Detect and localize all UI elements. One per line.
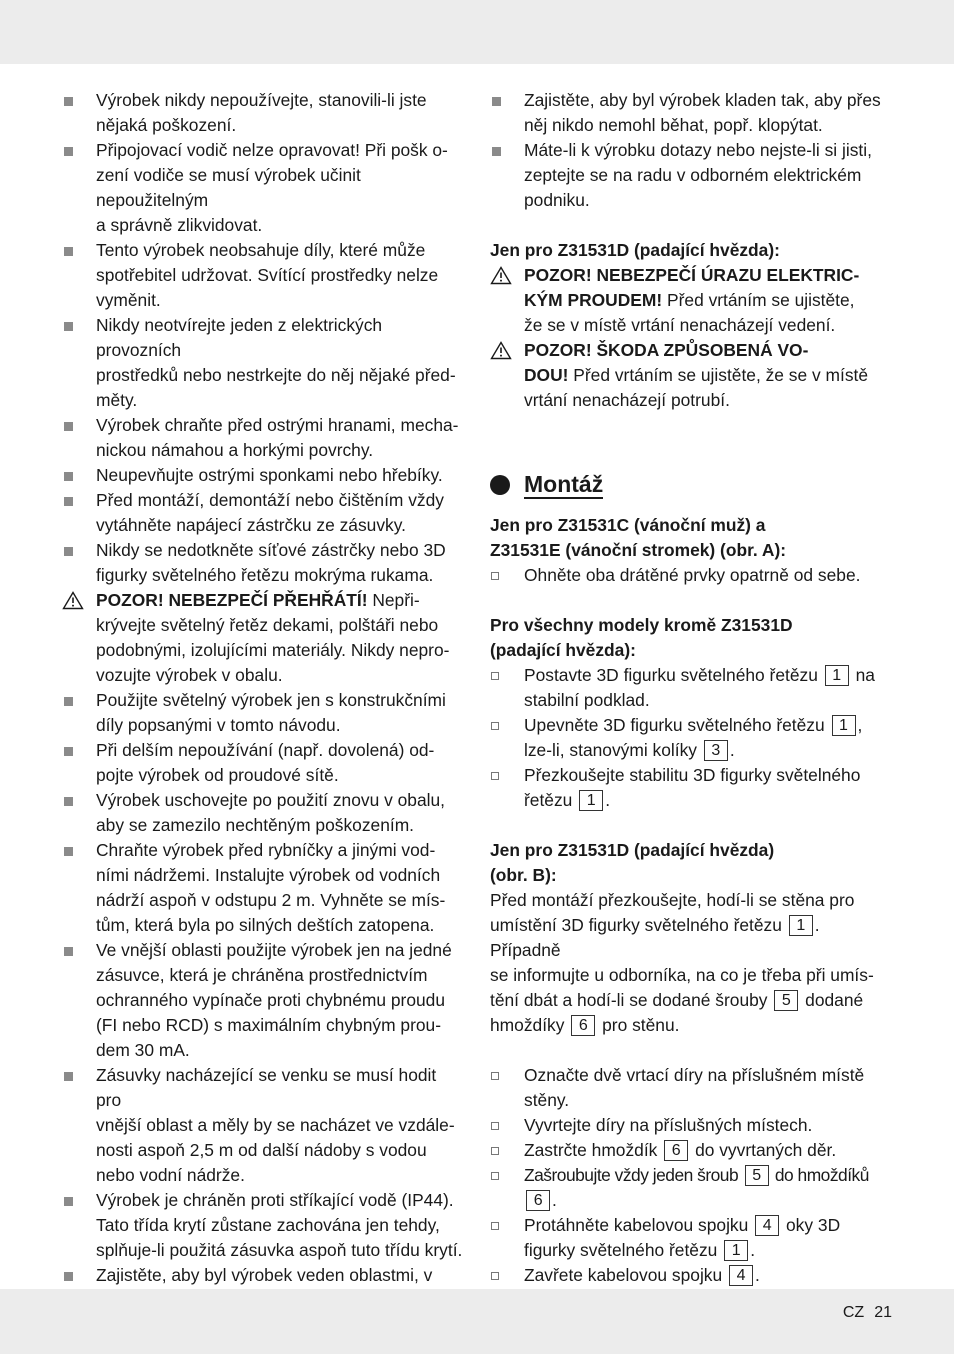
list-item: Připojovací vodič nelze opravovat! Při pošk o- zení vodiče se musí výrobek učinit nepoužitelným a správně zlikvidovat.: [62, 138, 464, 238]
part-ref-5: 5: [745, 1165, 769, 1186]
list-item: Při delším nepoužívání (např. dovolená) od- pojte výrobek od proudové sítě.: [62, 738, 464, 788]
checkbox-icon: [490, 763, 514, 788]
bullet-square-icon: [62, 488, 86, 513]
part-ref-1: 1: [789, 915, 813, 936]
part-ref-1: 1: [579, 790, 603, 811]
part-ref-5: 5: [774, 990, 798, 1011]
checkbox-icon: [490, 563, 514, 588]
section-title-montaz: Montáž: [490, 469, 892, 499]
warning-triangle-icon: [62, 588, 86, 613]
group-b-heading: Pro všechny modely kromě Z31531D (padající hvězda):: [490, 615, 793, 660]
warning-electric-shock: POZOR! NEBEZPEČÍ ÚRAZU ELEKTRIC- KÝM PROUDEM! Před vrtáním se ujistěte, že se v místě vrtání nenacházejí vedení.: [490, 263, 892, 338]
list-item: Nikdy neotvírejte jeden z elektrických provozních prostředků nebo nestrkejte do něj nějaké před- měty.: [62, 313, 464, 413]
part-ref-6: 6: [526, 1190, 550, 1211]
z31531d-heading: Jen pro Z31531D (padající hvězda):: [490, 240, 780, 260]
step-item: Zašroubujte vždy jeden šroub 5 do hmoždíků 6 .: [490, 1163, 892, 1213]
checkbox-icon: [490, 1138, 514, 1163]
warning-triangle-icon: [490, 263, 514, 288]
bullet-square-icon: [62, 238, 86, 263]
bullet-square-icon: [62, 788, 86, 813]
list-item: Výrobek uschovejte po použití znovu v obalu, aby se zamezilo nechtěným poškozením.: [62, 788, 464, 838]
checkbox-icon: [490, 1163, 514, 1188]
footer-band: [0, 1289, 954, 1354]
step-item: Označte dvě vrtací díry na příslušném místě stěny.: [490, 1063, 892, 1113]
part-ref-4: 4: [755, 1215, 779, 1236]
list-item: Použijte světelný výrobek jen s konstrukčními díly popsanými v tomto návodu.: [62, 688, 464, 738]
part-ref-1: 1: [724, 1240, 748, 1261]
list-item: Neupevňujte ostrými sponkami nebo hřebíky.: [62, 463, 464, 488]
bullet-square-icon: [62, 413, 86, 438]
list-item: Před montáží, demontáží nebo čištěním vždy vytáhněte napájecí zástrčku ze zásuvky.: [62, 488, 464, 538]
checkbox-icon: [490, 1113, 514, 1138]
list-item: Nikdy se nedotkněte síťové zástrčky nebo 3D figurky světelného řetězu mokrýma rukama.: [62, 538, 464, 588]
list-item: Zajistěte, aby byl výrobek kladen tak, aby přes něj nikdo nemohl běhat, popř. klopýtat.: [490, 88, 892, 138]
bullet-square-icon: [62, 88, 86, 113]
step-item: Zastrčte hmoždík 6 do vyvrtaných děr.: [490, 1138, 892, 1163]
right-top-list: [490, 88, 892, 213]
language-code: CZ: [842, 1304, 865, 1321]
header-band: [0, 0, 954, 64]
group-c-heading: Jen pro Z31531D (padající hvězda) (obr. B):: [490, 840, 775, 885]
step-item: Ohněte oba drátěné prvky opatrně od sebe.: [490, 563, 892, 588]
list-item: Zajistěte, aby byl výrobek veden oblastmi, v: [62, 1263, 464, 1338]
bullet-square-icon: [62, 538, 86, 563]
checkbox-icon: [490, 1213, 514, 1238]
group-c-intro: Před montáží přezkoušejte, hodí-li se stěna pro umístění 3D figurky světelného řetězu 1 . Případně se informujte u odborníka, na co je třeba při umís- tění dbát a hodí-li se dodané šrouby 5 dodané hmoždíky 6 pro stěnu.: [490, 890, 874, 1035]
step-item: Přezkoušejte stabilitu 3D figurky světelného řetězu 1 .: [490, 763, 892, 813]
bullet-square-icon: [62, 138, 86, 163]
section-bullet-icon: [490, 475, 510, 495]
right-column: [490, 88, 892, 1288]
part-ref-3: 3: [704, 740, 728, 761]
list-item: Výrobek nikdy nepoužívejte, stanovili-li jste nějaká poškození.: [62, 88, 464, 138]
part-ref-6: 6: [571, 1015, 595, 1036]
step-item: Vyvrtejte díry na příslušných místech.: [490, 1113, 892, 1138]
part-ref-1: 1: [825, 665, 849, 686]
warning-triangle-icon: [490, 338, 514, 363]
warning-item: POZOR! NEBEZPEČÍ PŘEHŘÁTÍ! Nepři- krývejte světelný řetěz dekami, polštáři nebo podobnými, izolujícími materiály. Nikdy nepro- vozujte výrobek v obalu.: [62, 588, 464, 688]
page-number: 21: [874, 1304, 892, 1321]
page-footer: [833, 1304, 892, 1322]
list-item: Výrobek je chráněn proti stříkající vodě (IP44). Tato třída krytí zůstane zachována jen tehdy, splňuje-li použitá zásuvka aspoň tuto třídu krytí.: [62, 1188, 464, 1263]
bullet-square-icon: [490, 88, 514, 113]
bullet-square-icon: [62, 1063, 86, 1088]
part-ref-4: 4: [729, 1265, 753, 1286]
bullet-square-icon: [62, 938, 86, 963]
list-item: Chraňte výrobek před rybníčky a jinými vod- ními nádržemi. Instalujte výrobek od vodních nádrží aspoň v odstupu 2 m. Vyhněte se mís- tům, která byla po silných deštích zatopena.: [62, 838, 464, 938]
bullet-square-icon: [62, 1263, 86, 1288]
step-item: Upevněte 3D figurku světelného řetězu 1 , lze-li, stanovými kolíky 3 .: [490, 713, 892, 763]
part-ref-1: 1: [832, 715, 856, 736]
bullet-square-icon: [62, 838, 86, 863]
list-item: Výrobek chraňte před ostrými hranami, mecha- nickou námahou a horkými povrchy.: [62, 413, 464, 463]
bullet-square-icon: [62, 738, 86, 763]
list-item: Zásuvky nacházející se venku se musí hodit pro vnější oblast a měly by se nacházet ve vzdále- nosti aspoň 2,5 m od další nádoby s vodou nebo vodní nádrže.: [62, 1063, 464, 1188]
list-item: Máte-li k výrobku dotazy nebo nejste-li si jisti, zeptejte se na radu v odborném elektrickém podniku.: [490, 138, 892, 213]
step-item: Postavte 3D figurku světelného řetězu 1 na stabilní podklad.: [490, 663, 892, 713]
warning-water-damage: POZOR! ŠKODA ZPŮSOBENÁ VO- DOU! Před vrtáním se ujistěte, že se v místě vrtání nenacházejí potrubí.: [490, 338, 892, 413]
list-item: Ve vnější oblasti použijte výrobek jen na jedné zásuvce, která je chráněna prostřednictvím ochranného vypínače proti chybnému proudu (FI nebo RCD) s maximálním chybným prou- dem 30 mA.: [62, 938, 464, 1063]
checkbox-icon: [490, 663, 514, 688]
left-column: [62, 88, 464, 1338]
checkbox-icon: [490, 1263, 514, 1288]
bullet-square-icon: [62, 313, 86, 338]
bullet-square-icon: [62, 1188, 86, 1213]
step-item: Protáhněte kabelovou spojku 4 oky 3D figurky světelného řetězu 1 .: [490, 1213, 892, 1263]
part-ref-6: 6: [664, 1140, 688, 1161]
bullet-square-icon: [62, 688, 86, 713]
group-a-heading: Jen pro Z31531C (vánoční muž) a Z31531E (vánoční stromek) (obr. A):: [490, 515, 787, 560]
list-item: Tento výrobek neobsahuje díly, které může spotřebitel udržovat. Svítící prostředky nelze vyměnit.: [62, 238, 464, 313]
bullet-square-icon: [490, 138, 514, 163]
step-item: Zavřete kabelovou spojku 4 .: [490, 1263, 892, 1288]
checkbox-icon: [490, 713, 514, 738]
bullet-square-icon: [62, 463, 86, 488]
checkbox-icon: [490, 1063, 514, 1088]
